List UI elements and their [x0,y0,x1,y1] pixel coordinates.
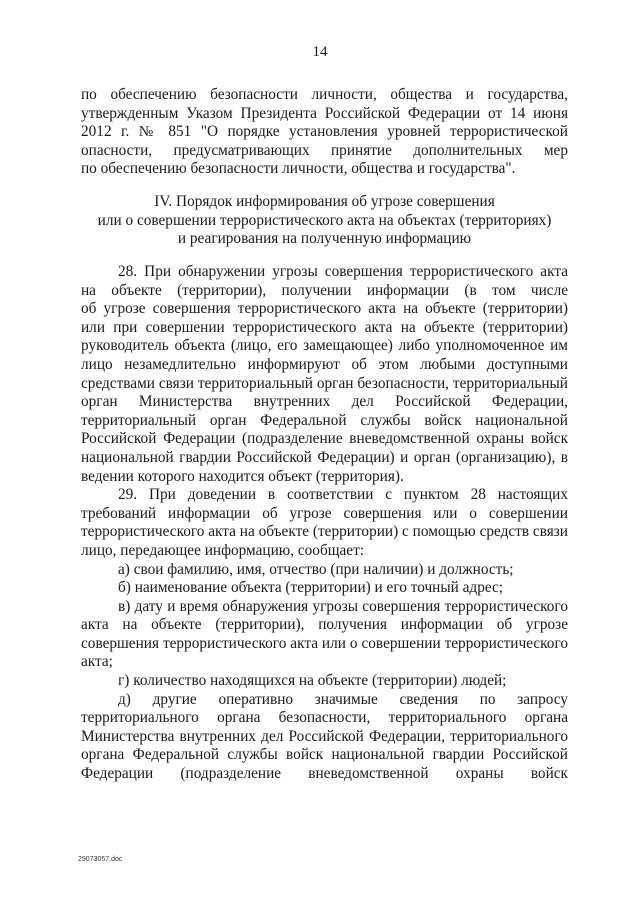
text-line: лицо, передающее информацию, сообщает: [81,541,365,559]
heading-line: или о совершении террористического акта на объектах (территориях) [97,211,552,229]
text-line: лицо незамедлительно информируют об этом любыми доступными [81,355,568,373]
heading-line: и реагирования на полученную информацию [177,230,472,248]
text-line: Министерства внутренних дел Российской Федерации, территориального [81,727,568,745]
text-line: руководитель объекта (лицо, его замещающее) либо уполномоченное им [81,337,568,355]
text-line: территориальный орган Федеральной службы войск национальной [81,411,568,429]
text-line: опасности, предусматривающих принятие дополнительных мер [81,141,568,159]
intro-paragraph [81,86,568,179]
paragraph-28 [81,263,568,784]
list-item-a: а) свои фамилию, имя, отчество (при наличии) и должность; [118,560,514,578]
text-line: Федерации (подразделение вневедомственной охраны войск [81,765,568,783]
text-line: территориального органа безопасности, территориального органа [81,709,568,727]
list-item-d: д) другие оперативно значимые сведения по запросу [118,690,568,708]
text-line: 2012 г. № 851 "О порядке установления уровней террористической [81,123,568,141]
text-line: орган Министерства внутренних дел Российской Федерации, [81,393,568,411]
text-line: совершения террористического акта или о совершении террористического [81,634,568,652]
page-number: 14 [312,44,328,60]
text-line: террористического акта на объекте (территории) с помощью средств связи [81,523,568,541]
section-heading [81,193,568,249]
text-line: акта на объекте (территории), получения информации об угрозе [81,616,568,634]
text-line: 28. При обнаружении угрозы совершения террористического акта [118,263,568,280]
text-line: требований информации об угрозе совершения или о совершении [81,504,568,522]
text-line: органа Федеральной службы войск национальной гвардии Российской [81,746,568,764]
text-line: национальной гвардии Российской Федерации) и орган (организацию), в [81,448,568,466]
text-line: Российской Федерации (подразделение вневедомственной охраны войск [81,430,568,448]
text-line: об угрозе совершения террористического акта на объекте (территории) [81,300,568,318]
text-line: по обеспечению безопасности личности, общества и государства". [81,160,516,178]
text-line: ведении которого находится объект (территория). [81,467,404,485]
text-line: по обеспечению безопасности личности, общества и государства, [81,86,568,103]
text-line: 29. При доведении в соответствии с пунктом 28 настоящих [118,486,568,504]
heading-line: IV. Порядок информирования об угрозе совершения [154,193,495,210]
list-item-g: г) количество находящихся на объекте (территории) людей; [118,672,507,690]
text-line: на объекте (территории), получении информации (в том числе [81,281,568,299]
text-line: акта; [81,653,113,671]
footer-filename: 29073057.doc [78,856,123,863]
text-line: или при совершении террористического акта на объекте (территории) [81,318,568,336]
list-item-v: в) дату и время обнаружения угрозы совершения террористического [118,597,568,615]
text-line: утвержденным Указом Президента Российской Федерации от 14 июня [81,104,568,122]
text-line: средствами связи территориальный орган безопасности, территориальный [81,374,568,392]
list-item-b: б) наименование объекта (территории) и его точный адрес; [118,579,504,597]
